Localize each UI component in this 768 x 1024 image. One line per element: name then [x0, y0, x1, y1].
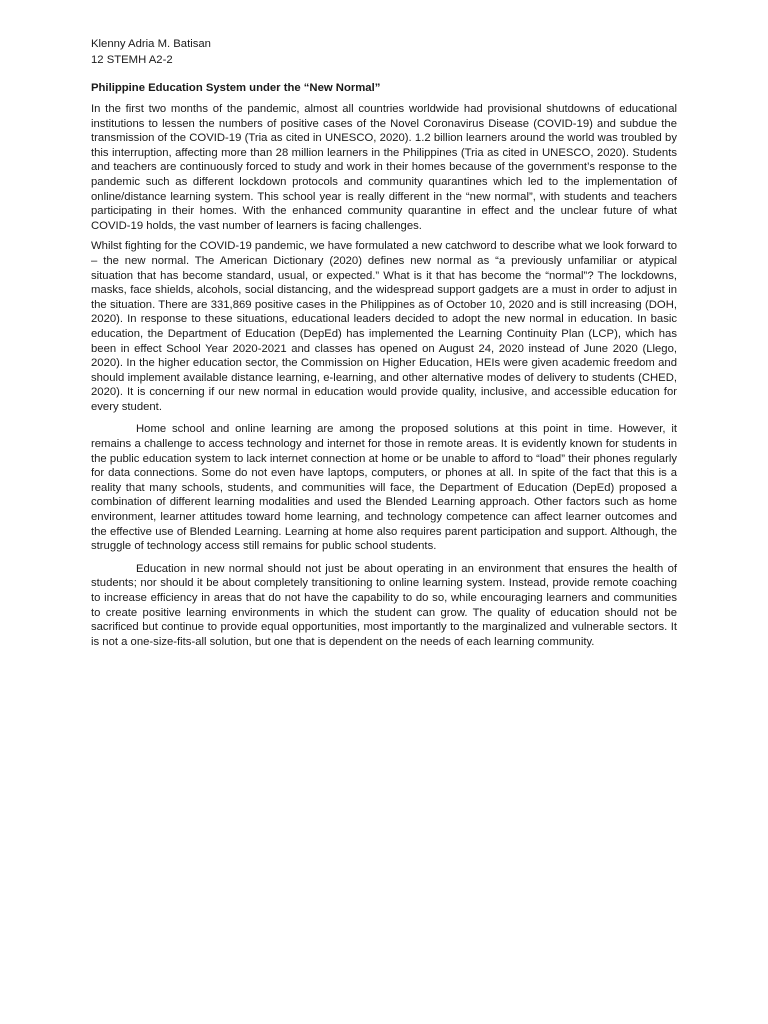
paragraph-1: In the first two months of the pandemic, almost all countries worldwide had provisional shutdowns of educational institutions to lessen the numbers of positive cases of the Novel Coronavirus Disease (COVID-19) and subdue the transmission of the COVID-19 (Tria as cited in UNESCO, 2020). 1.2 billion learners around the world was troubled by this interruption, affecting more than 28 million learners in the Philippines (Tria as cited in UNESCO, 2020). Students and teachers are continuously forced to study and work in their homes because of the government’s response to the pandemic such as different lockdown protocols and community quarantines which led to the implementation of online/distance learning system. This school year is really different in the “new normal”, with students and teachers participating in their homes. With the enhanced community quarantine in effect and the unclear future of what COVID-19 holds, the vast number of learners is facing challenges. — [91, 103, 677, 232]
document-page — [91, 36, 677, 655]
paragraph-2: Whilst fighting for the COVID-19 pandemic, we have formulated a new catchword to describe what we look forward to – the new normal. The American Dictionary (2020) defines new normal as “a previously unfamiliar or atypical situation that has become standard, usual, or expected.” What is it that has become the “normal”? The lockdowns, masks, face shields, alcohols, social distancing, and the widespread support gadgets are a must in order to adjust in the situation. There are 331,869 positive cases in the Philippines as of October 10, 2020 and is still increasing (DOH, 2020). In response to these situations, educational leaders decided to adopt the new normal in education. In basic education, the Department of Education (DepEd) has implemented the Learning Continuity Plan (LCP), which has been in effect School Year 2020-2021 and classes has opened on August 24, 2020 instead of June 2020 (Llego, 2020). In the higher education sector, the Commission on Higher Education, HEIs were given academic freedom and should implement available distance learning, e-learning, and other alternative modes of delivery to students (CHED, 2020). It is concerning if our new normal in education would provide quality, inclusive, and accessible education for every student. — [91, 240, 677, 413]
class-section: 12 STEMH A2-2 — [91, 54, 173, 66]
paragraph-3: Home school and online learning are among the proposed solutions at this point in time. However, it remains a challenge to access technology and internet for those in remote areas. It is evidently known for students in the public education system to lack internet connection at home or be unable to afford to “load” their phones regularly for data connections. Some do not even have laptops, computers, or phones at all. In spite of the fact that this is a reality that many schools, students, and communities will face, the Department of Education (DepEd) proposed a combination of different learning modalities and used the Blended Learning approach. Other factors such as home environment, learner attitudes toward home learning, and technology competence can affect learner outcomes and the effective use of Blended Learning. Learning at home also requires parent participation and support. Although, the struggle of technology access still remains for public school students. — [91, 423, 677, 553]
document-title: Philippine Education System under the “New Normal” — [91, 82, 381, 94]
paragraph-4: Education in new normal should not just be about operating in an environment that ensures the health of students; nor should it be about completely transitioning to online learning system. Instead, provide remote coaching to increase efficiency in areas that do not have the capability to do so, while encouraging learners and communities to create positive learning environments in which the student can grow. The quality of education should not be sacrificed but continue to provide equal opportunities, most importantly to the marginalized and vulnerable sectors. It is not a one-size-fits-all solution, but one that is dependent on the needs of each learning community. — [91, 562, 677, 648]
author-name: Klenny Adria M. Batisan — [91, 38, 211, 50]
